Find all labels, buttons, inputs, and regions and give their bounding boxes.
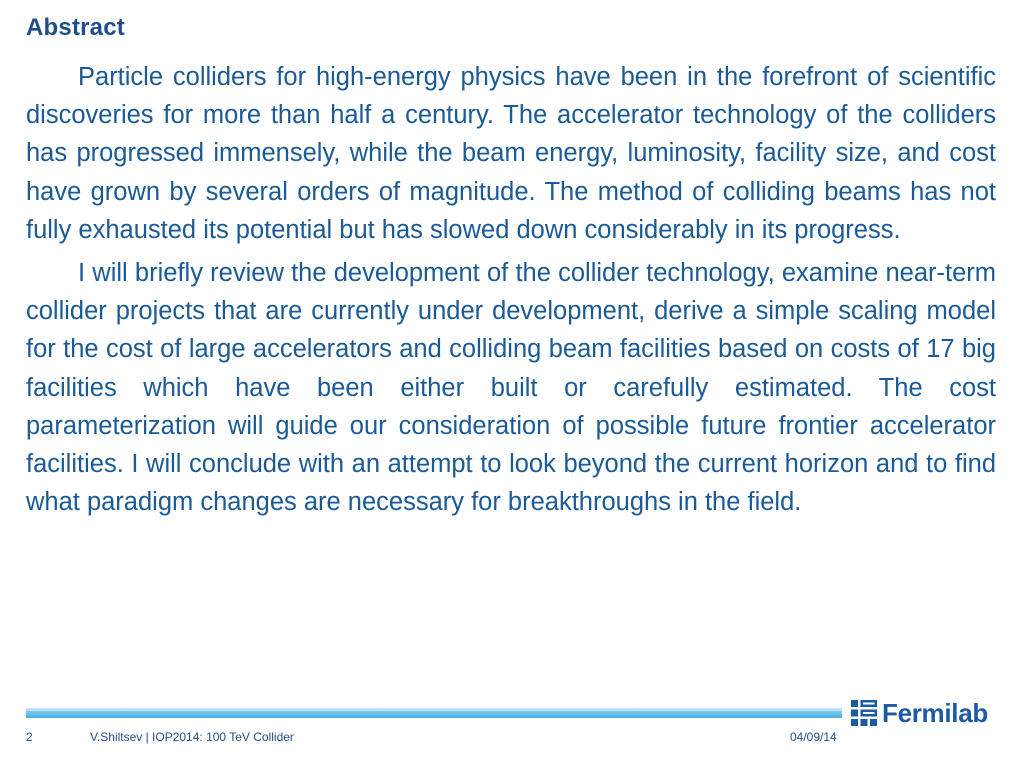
fermilab-logo-text: Fermilab xyxy=(882,697,988,728)
footer-caption: V.Shiltsev | IOP2014: 100 TeV Collider xyxy=(90,730,294,744)
abstract-paragraph-2: I will briefly review the development of the collider technology, examine near-term collider projects that are currently under development, derive a simple scaling model for the cost of large accelerators and colliding beam facilities based on costs of 17 big facilities which have been either built or carefully estimated. The cost parameterization will guide our consideration of possible future frontier accelerator facilities. I will conclude with an attempt to look beyond the current horizon and to find what paradigm changes are necessary for breakthroughs in the field. xyxy=(26,259,996,517)
fermilab-logo-icon xyxy=(851,700,877,726)
fermilab-logo xyxy=(851,697,988,729)
footer-bar xyxy=(26,708,842,718)
footer-bar-highlight xyxy=(26,708,842,711)
slide-title: Abstract xyxy=(26,14,125,41)
page-number: 2 xyxy=(26,730,33,744)
footer-date: 04/09/14 xyxy=(790,730,837,744)
abstract-body xyxy=(26,58,996,526)
abstract-paragraph-1: Particle colliders for high-energy physics have been in the forefront of scientific discoveries for more than half a century. The accelerator technology of the colliders has progressed immensely, while the beam energy, luminosity, facility size, and cost have grown by several orders of magnitude. The method of colliding beams has not fully exhausted its potential but has slowed down considerably in its progress. xyxy=(26,63,996,244)
